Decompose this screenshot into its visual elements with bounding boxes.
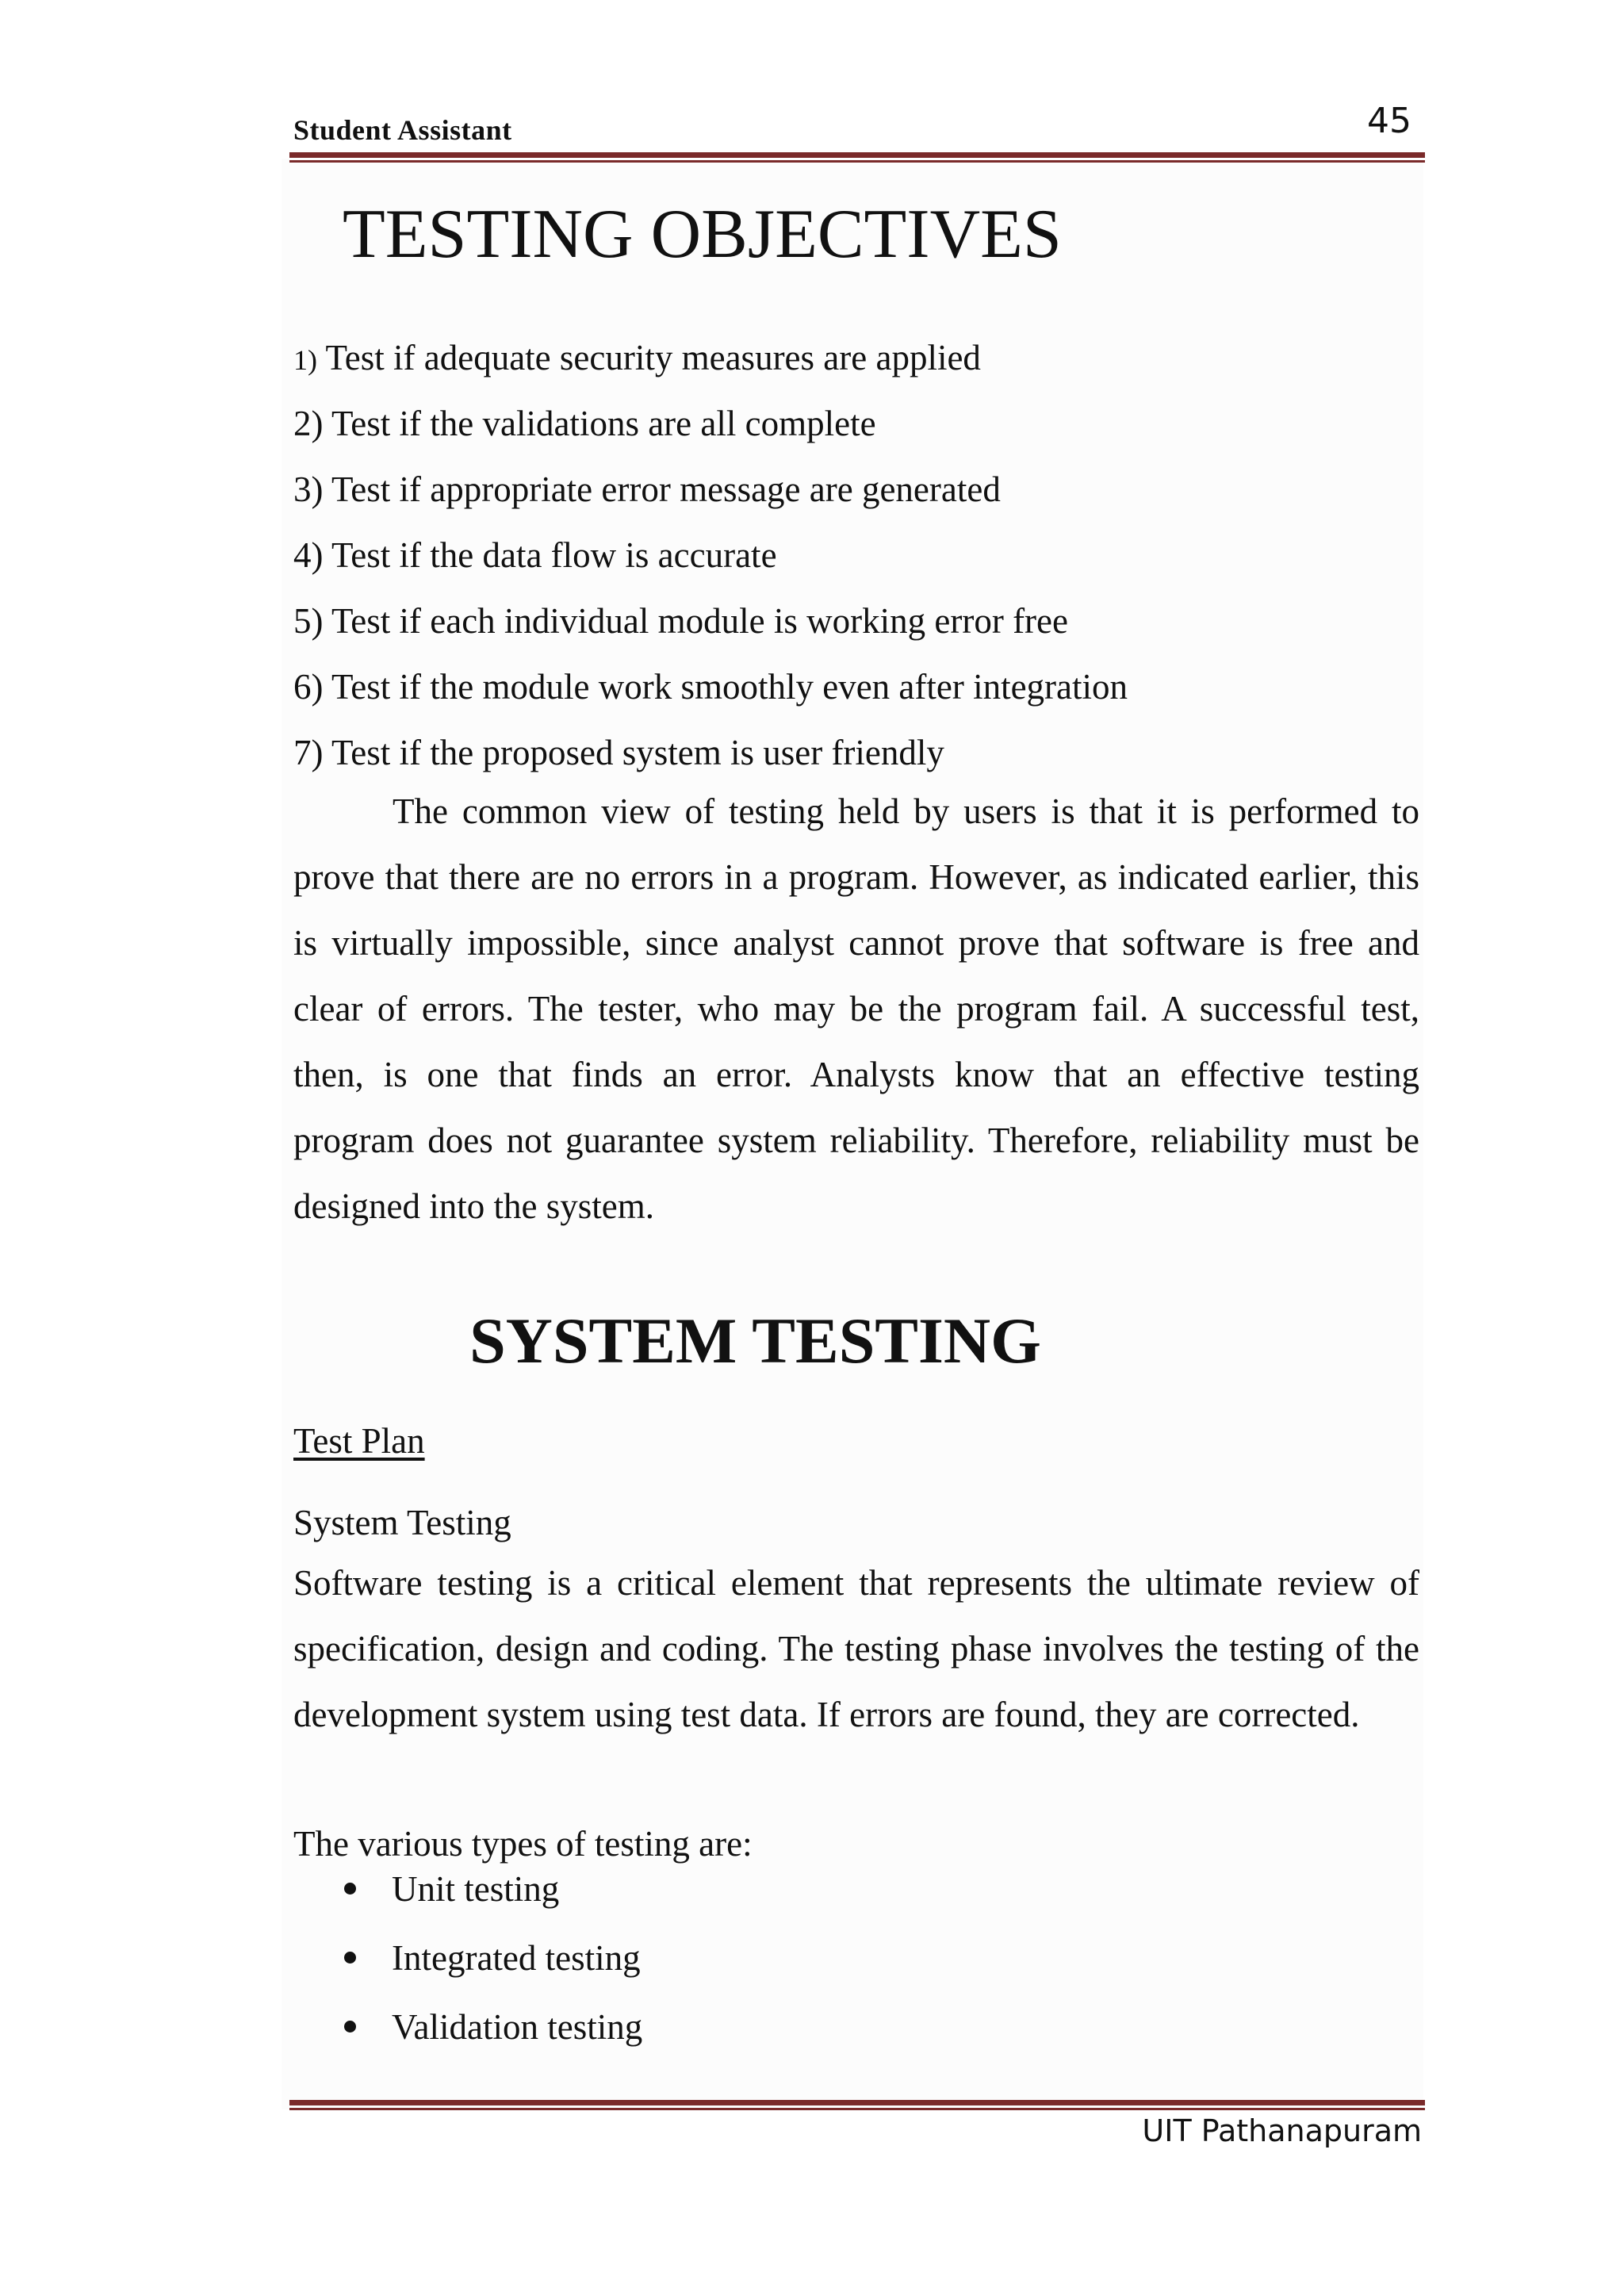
list-item: 4) Test if the data flow is accurate [293,535,777,575]
test-plan-subheading: Test Plan [293,1421,425,1461]
list-item: Unit testing [341,1868,642,1937]
list-item: 2) Test if the validations are all complete [293,404,876,443]
list-item: Validation testing [341,2006,642,2075]
testing-objectives-heading: TESTING OBJECTIVES [343,196,1062,273]
page-number: 45 [1367,101,1411,141]
objectives-list [293,325,1419,786]
list-item: 3) Test if appropriate error message are generated [293,469,1001,509]
list-item: 5) Test if each individual module is working error free [293,601,1068,641]
list-item: Integrated testing [341,1937,642,2006]
footer-text: UIT Pathanapuram [1142,2113,1422,2148]
list-item: 7) Test if the proposed system is user friendly [293,733,944,772]
software-testing-paragraph: Software testing is a critical element that represents the ultimate review of specification, design and coding. The testing phase involves the testing of the development system using test data. If errors are found, they are corrected. [293,1563,1419,1734]
bullet-icon [344,1952,356,1964]
page-header [293,99,1419,155]
list-item: 1) Test if adequate security measures are applied [293,338,981,377]
testing-view-paragraph: The common view of testing held by users is that it is performed to prove that there are no errors in a program. However, as indicated earlier, this is virtually impossible, since analyst cannot prove that software is free and clear of errors. The tester, who may be the program fail. A successful test, then, is one that finds an error. Analysts know that an effective testing program does not guarantee system reliability. Therefore, reliability must be designed into the system. [293,791,1419,1226]
bullet-icon [344,1883,356,1895]
system-testing-heading: SYSTEM TESTING [469,1305,1041,1377]
footer-rule [289,2100,1425,2110]
testing-types-list [341,1868,642,2075]
bullet-icon [344,2021,356,2033]
system-testing-label: System Testing [293,1503,511,1542]
testing-types-intro: The various types of testing are: [293,1824,753,1864]
header-title: Student Assistant [293,114,512,146]
list-item: 6) Test if the module work smoothly even after integration [293,667,1128,707]
header-rule [289,152,1425,163]
